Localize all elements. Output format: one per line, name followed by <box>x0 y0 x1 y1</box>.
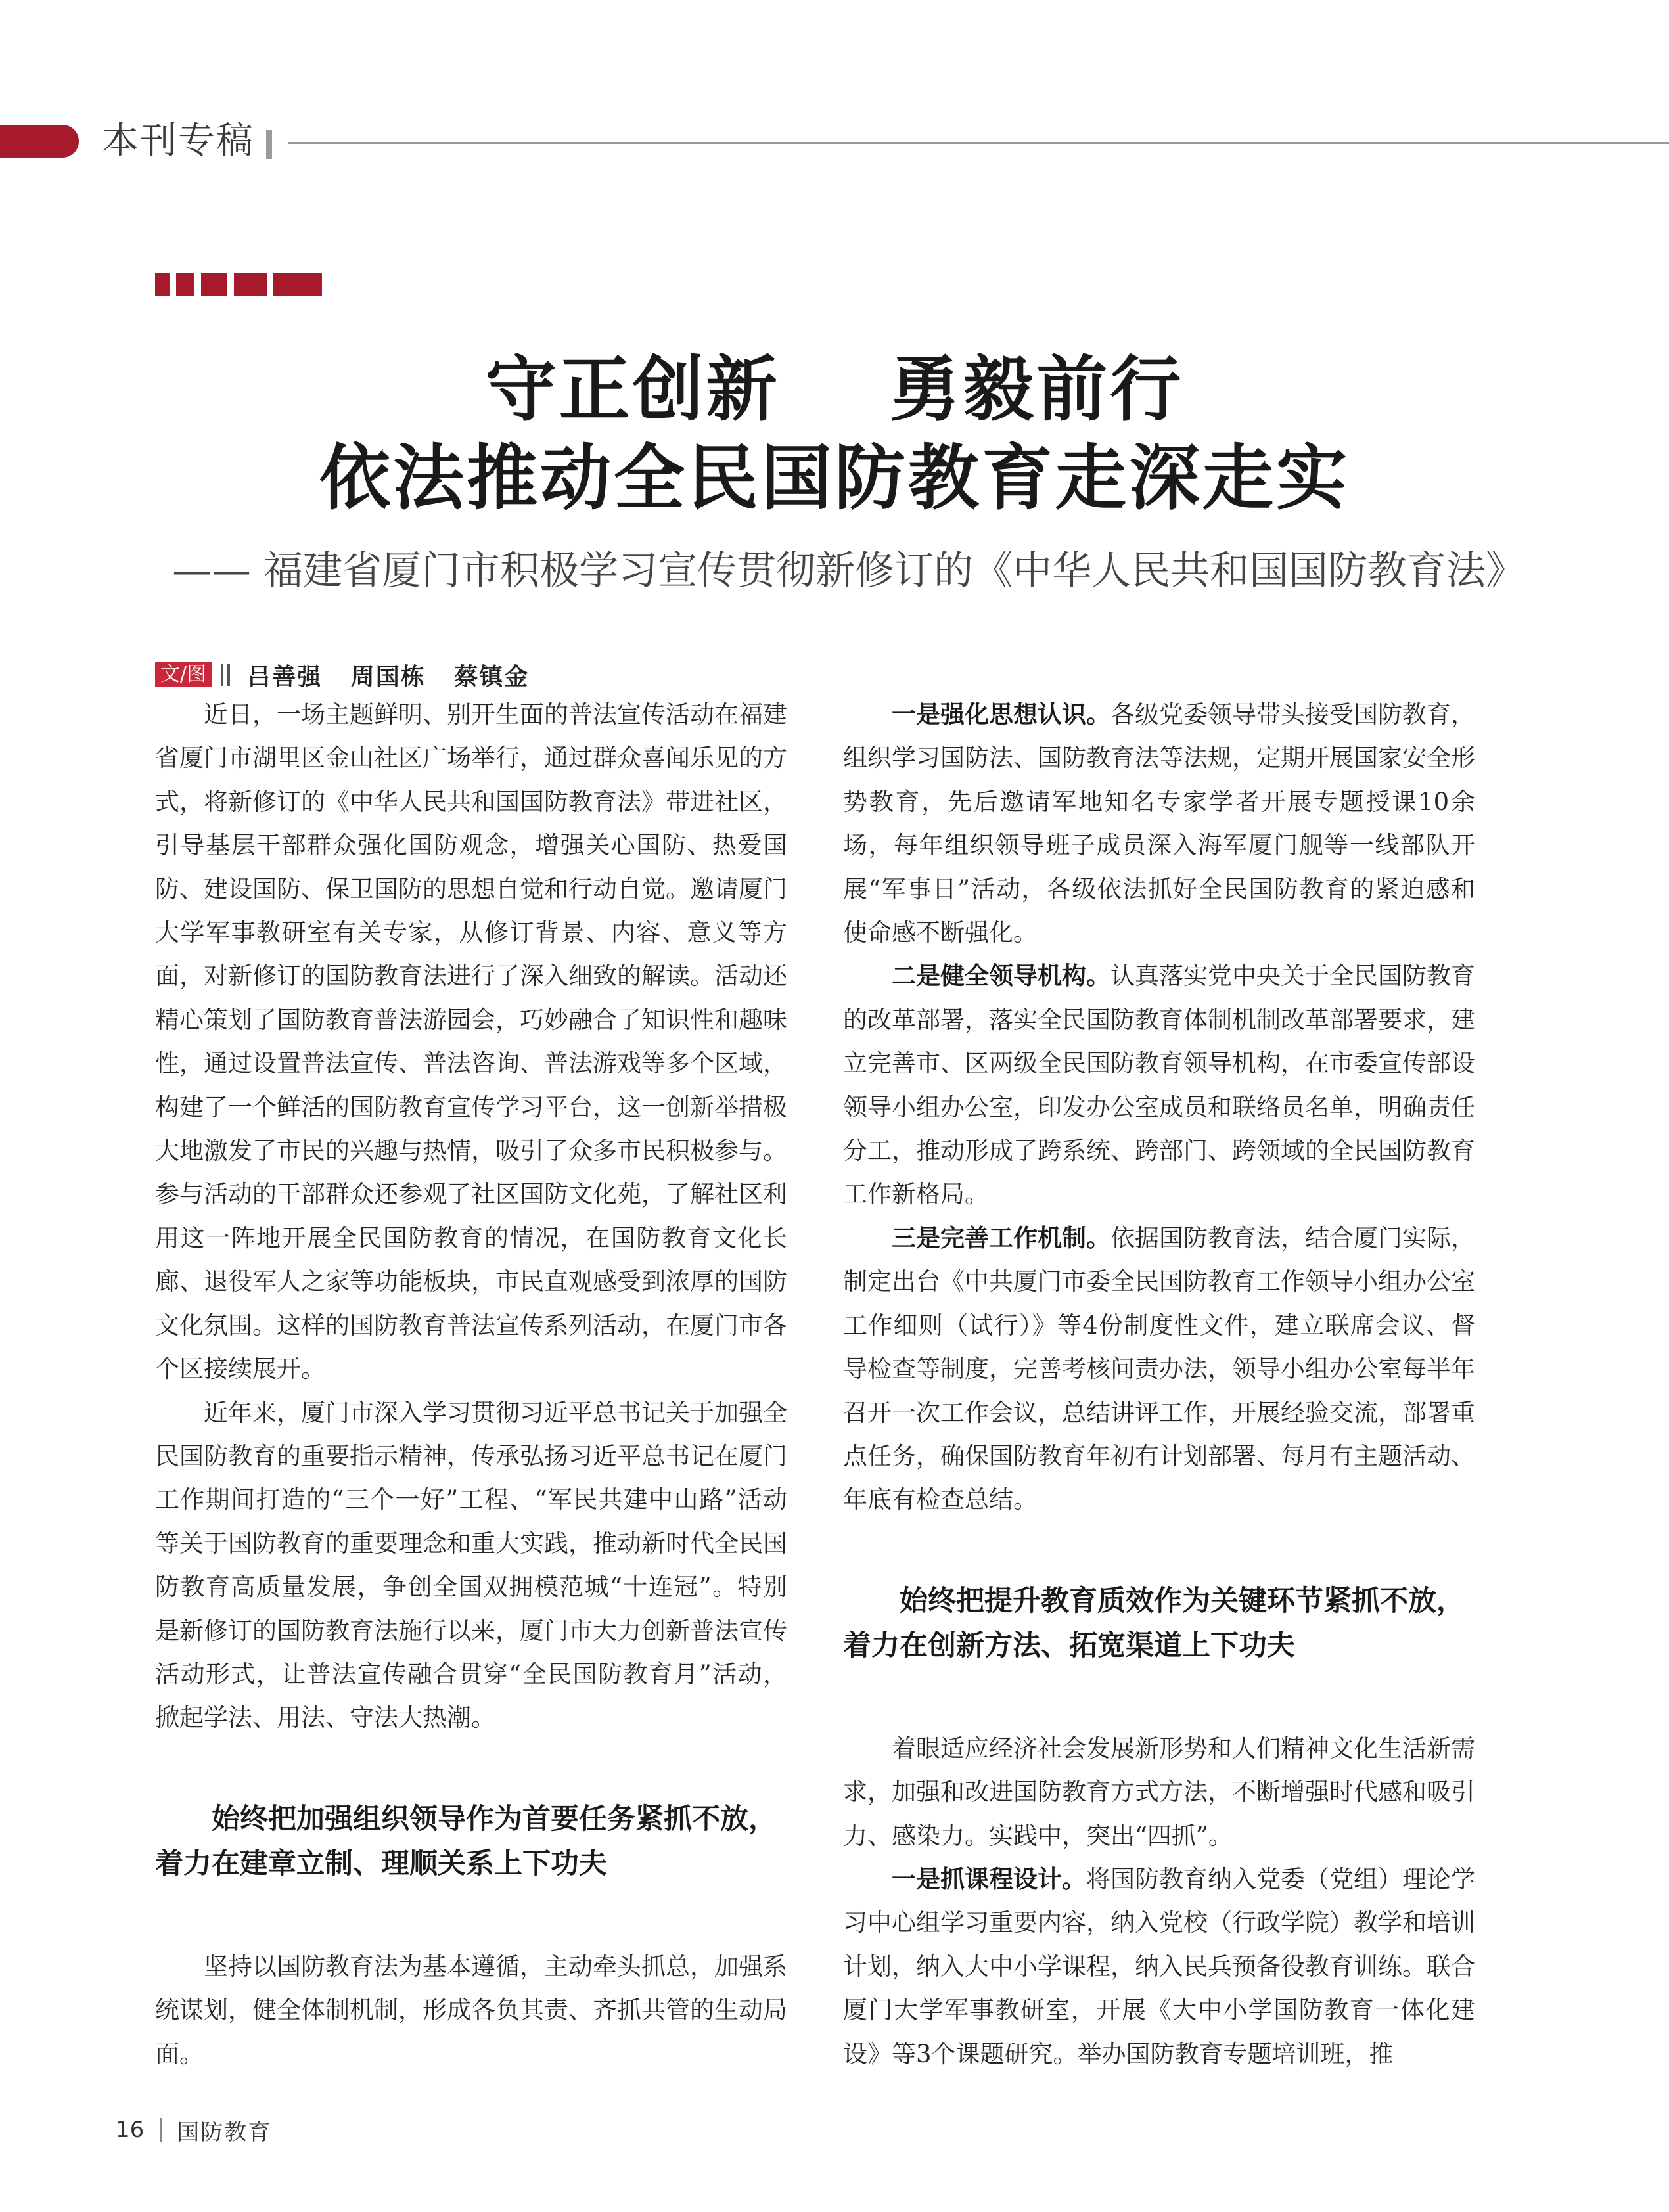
body-paragraph: 近年来，厦门市深入学习贯彻习近平总书记关于加强全民国防教育的重要指示精神，传承弘扬习近平总书记在厦门工作期间打造的“三个一好”工程、“军民共建中山路”活动等关于国防教育的重要理念和重大实践，推动新时代全民国防教育高质量发展，争创全国双拥模范城“十连冠”。特别是新修订的国防教育法施行以来，厦门市大力创新普法宣传活动形式，让普法宣传融合贯穿“全民国防教育月”活动，掀起学法、用法、守法大热潮。 <box>155 1398 787 1732</box>
section-label: 本刊专稿 <box>102 120 254 162</box>
decor-square <box>176 273 194 296</box>
body-paragraph <box>843 1217 1475 1522</box>
paragraph-lead: 一是强化思想认识。 <box>892 700 1110 729</box>
byline-badge: 文/图 <box>155 662 212 687</box>
decor-square <box>155 273 170 296</box>
paragraph-text: 各级党委领导带头接受国防教育，组织学习国防法、国防教育法等法规，定期开展国家安全形势教育，先后邀请军地知名专家学者开展专题授课10余场，每年组织领导班子成员深入海军厦门舰等一线部队开展“军事日”活动，各级依法抓好全民国防教育的紧迫感和使命感不断强化。 <box>843 700 1475 947</box>
body-paragraph <box>843 693 1475 955</box>
magazine-name: 国防教育 <box>177 2119 272 2146</box>
section-marker-tab <box>0 125 79 158</box>
byline-separator <box>221 664 223 686</box>
body-paragraph <box>843 1858 1475 2076</box>
decorative-squares <box>155 273 322 296</box>
decor-square <box>234 273 267 296</box>
article-title-line2: 依法推动全民国防教育走深走实 <box>319 438 1350 520</box>
page-number: 16 <box>116 2117 145 2143</box>
section-heading-line2: 着力在创新方法、拓宽渠道上下功夫 <box>843 1629 1295 1662</box>
footer-separator <box>160 2118 162 2142</box>
paragraph-lead: 一是抓课程设计。 <box>892 1864 1086 1893</box>
body-paragraph: 近日，一场主题鲜明、别开生面的普法宣传活动在福建省厦门市湖里区金山社区广场举行，通过群众喜闻乐见的方式，将新修订的《中华人民共和国国防教育法》带进社区，引导基层干部群众强化国防观念，增强关心国防、热爱国防、建设国防、保卫国防的思想自觉和行动自觉。邀请厦门大学军事教研室有关专家，从修订背景、内容、意义等方面，对新修订的国防教育法进行了深入细致的解读。活动还精心策划了国防教育普法游园会，巧妙融合了知识性和趣味性，通过设置普法宣传、普法咨询、普法游戏等多个区域，构建了一个鲜活的国防教育宣传学习平台，这一创新举措极大地激发了市民的兴趣与热情，吸引了众多市民积极参与。参与活动的干部群众还参观了社区国防文化苑，了解社区利用这一阵地开展全民国防教育的情况，在国防教育文化长廊、退役军人之家等功能板块，市民直观感受到浓厚的国防文化氛围。这样的国防教育普法宣传系列活动，在厦门市各个区接续展开。 <box>155 700 787 1384</box>
body-paragraph: 坚持以国防教育法为基本遵循，主动牵头抓总，加强系统谋划，健全体制机制，形成各负其责、齐抓共管的生动局面。 <box>155 1952 787 2068</box>
section-heading-line2: 着力在建章立制、理顺关系上下功夫 <box>155 1847 607 1880</box>
article-subtitle: —— 福建省厦门市积极学习宣传贯彻新修订的《中华人民共和国国防教育法》 <box>172 548 1526 594</box>
left-column <box>155 693 787 2076</box>
decor-square <box>273 273 322 296</box>
section-heading <box>843 1579 1475 1668</box>
paragraph-text: 认真落实党中央关于全民国防教育的改革部署，落实全民国防教育体制机制改革部署要求，建立完善市、区两级全民国防教育领导机构，在市委宣传部设领导小组办公室，印发办公室成员和联络员名单，明确责任分工，推动形成了跨系统、跨部门、跨领域的全民国防教育工作新格局。 <box>843 962 1475 1209</box>
header-rule <box>288 142 1669 144</box>
section-heading-line1: 始终把提升教育质效作为关键环节紧抓不放， <box>900 1584 1465 1617</box>
decor-square <box>201 273 227 296</box>
byline <box>155 660 529 689</box>
page-footer <box>116 2115 271 2144</box>
section-separator <box>266 130 272 159</box>
byline-authors: 吕善强 周国栋 蔡镇金 <box>247 663 530 690</box>
section-heading <box>155 1797 787 1886</box>
body-paragraph <box>843 955 1475 1216</box>
body-paragraph: 着眼适应经济社会发展新形势和人们精神文化生活新需求，加强和改进国防教育方式方法，不断增强时代感和吸引力、感染力。实践中，突出“四抓”。 <box>843 1734 1475 1850</box>
byline-separator <box>227 664 230 686</box>
paragraph-text: 将国防教育纳入党委（党组）理论学习中心组学习重要内容，纳入党校（行政学院）教学和培训计划，纳入大中小学课程，纳入民兵预备役教育训练。联合厦门大学军事教研室，开展《大中小学国防教育一体化建设》等3个课题研究。举办国防教育专题培训班，推 <box>843 1864 1475 2068</box>
paragraph-lead: 三是完善工作机制。 <box>892 1223 1110 1252</box>
article-title-line1: 守正创新 勇毅前行 <box>485 349 1184 431</box>
paragraph-lead: 二是健全领导机构。 <box>892 962 1110 991</box>
paragraph-text: 依据国防教育法，结合厦门实际，制定出台《中共厦门市委全民国防教育工作领导小组办公室工作细则（试行）》等4份制度性文件，建立联席会议、督导检查等制度，完善考核问责办法，领导小组办公室每半年召开一次工作会议，总结讲评工作，开展经验交流，部署重点任务，确保国防教育年初有计划部署、每月有主题活动、年底有检查总结。 <box>843 1223 1475 1514</box>
section-heading-line1: 始终把加强组织领导作为首要任务紧抓不放， <box>212 1802 777 1836</box>
right-column <box>843 693 1475 2076</box>
